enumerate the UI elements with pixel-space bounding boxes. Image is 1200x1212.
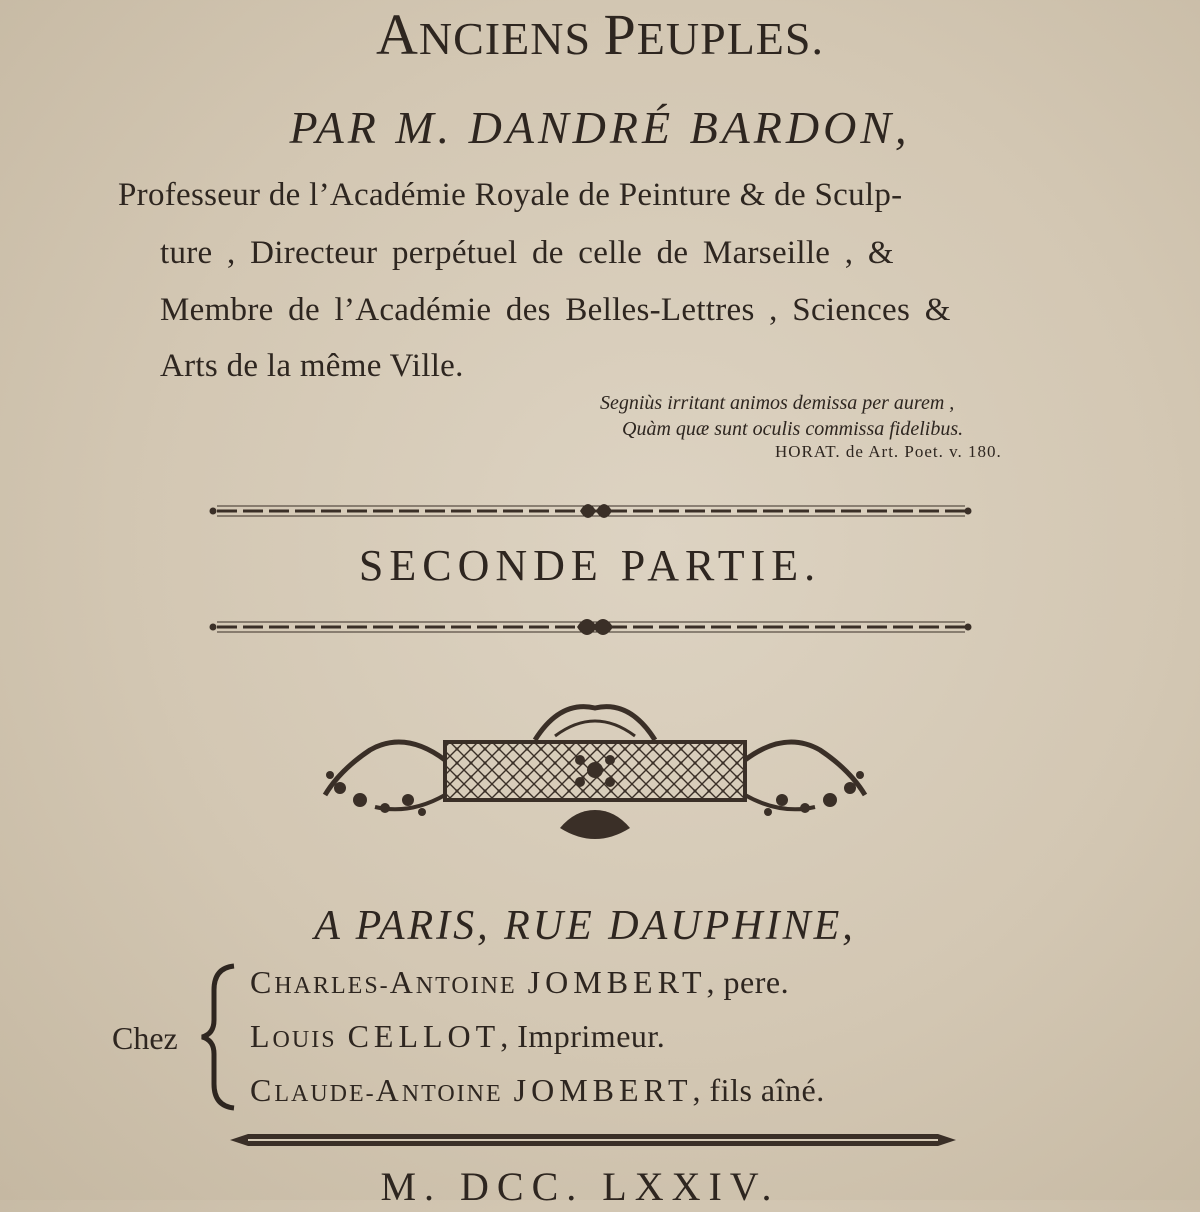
epigraph-line-2: Quàm quæ sunt oculis commissa fidelibus.	[622, 418, 964, 440]
author-line: PAR M. DANDRÉ BARDON,	[289, 102, 911, 153]
author-description-line-1: Professeur de l’Académie Royale de Peinture & de Sculp-	[118, 177, 903, 213]
bottom-rule	[228, 1130, 958, 1150]
author-description-line-3: Membre de l’Académie des Belles-Lettres , Sciences &	[160, 292, 951, 328]
author-description-line-2: ture , Directeur perpétuel de celle de Marseille , &	[160, 235, 894, 271]
publication-date: M. DCC. LXXIV.	[380, 1164, 780, 1209]
ornamental-rule-upper	[205, 496, 975, 526]
part-heading: SECONDE PARTIE.	[358, 541, 822, 590]
epigraph-citation: HORAT. de Art. Poet. v. 180.	[775, 442, 1002, 461]
publisher-line-1: CHARLES-ANTOINE JOMBERT, pere.	[250, 964, 790, 1000]
chez-label: Chez	[112, 1020, 178, 1056]
curly-brace	[198, 962, 244, 1112]
author-description-line-4: Arts de la même Ville.	[160, 348, 464, 384]
publisher-line-2: LOUIS CELLOT, Imprimeur.	[250, 1018, 666, 1054]
imprint-line: A PARIS, RUE DAUPHINE,	[314, 903, 856, 949]
floral-vignette	[310, 700, 880, 845]
book-title: ANCIENS PEUPLES.	[376, 2, 824, 67]
ornamental-rule-lower	[205, 612, 975, 642]
publisher-line-3: CLAUDE-ANTOINE JOMBERT, fils aîné.	[250, 1072, 825, 1108]
epigraph-line-1: Segniùs irritant animos demissa per aurem ,	[600, 392, 955, 414]
